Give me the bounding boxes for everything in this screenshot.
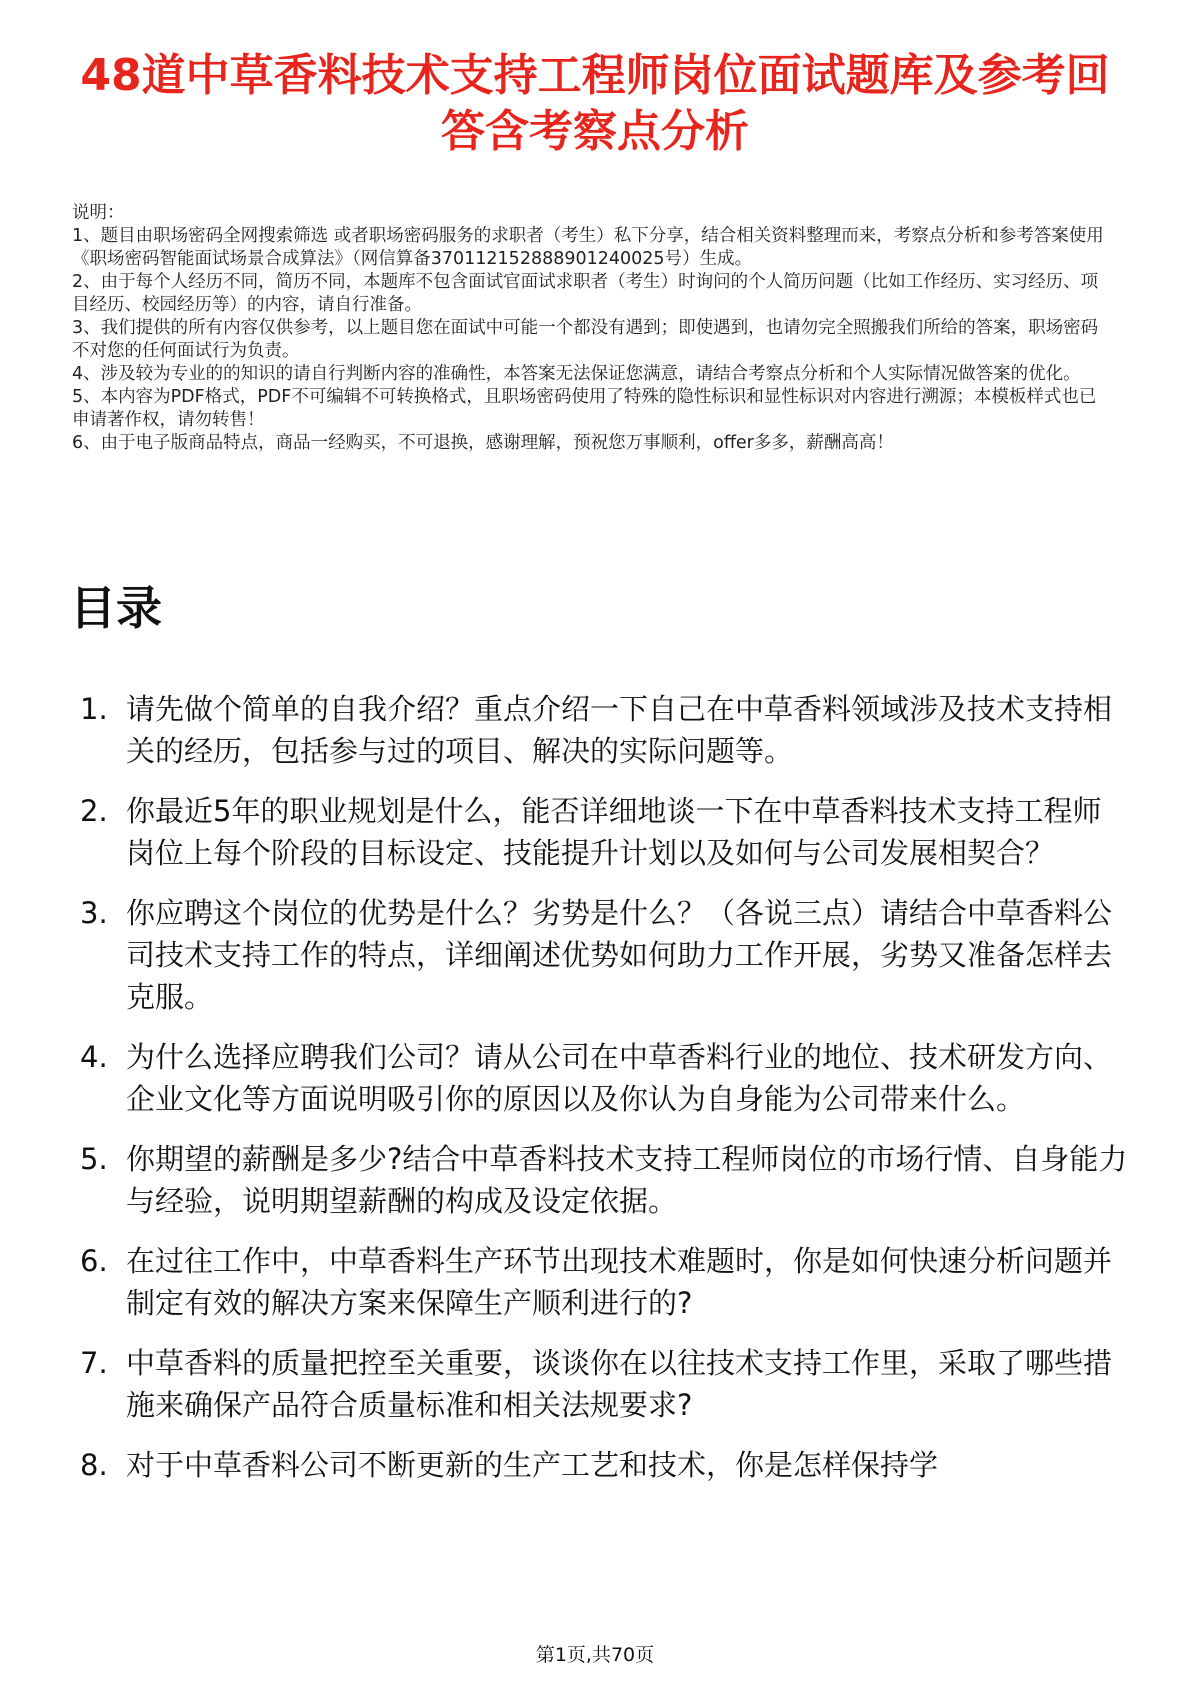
question-number: 7. [80,1346,108,1380]
note-item: 2、由于每个人经历不同，简历不同，本题库不包含面试官面试求职者（考生）时询问的个人简历问题（比如工作经历、实习经历、项目经历、校园经历等）的内容，请自行准备。 [72,272,1099,315]
note-item: 3、我们提供的所有内容仅供参考，以上题目您在面试中可能一个都没有遇到；即使遇到，也请勿完全照搬我们所给的答案，职场密码不对您的任何面试行为负责。 [72,318,1099,361]
note-item: 1、题目由职场密码全网搜索筛选 或者职场密码服务的求职者（考生）私下分享，结合相关资料整理而来，考察点分析和参考答案使用《职场密码智能面试场景合成算法》（网信算备370112152888901240025号）生成。 [72,226,1104,269]
question-item [80,1342,1130,1426]
question-item [80,892,1130,1018]
question-text: 你期望的薪酬是多少?结合中草香料技术支持工程师岗位的市场行情、自身能力与经验，说明期望薪酬的构成及设定依据。 [126,1142,1128,1218]
question-number: 5. [80,1142,108,1176]
question-item [80,1036,1130,1120]
document-title: 48道中草香料技术支持工程师岗位面试题库及参考回答含考察点分析 [80,50,1110,157]
note-item: 4、涉及较为专业的的知识的请自行判断内容的准确性，本答案无法保证您满意，请结合考察点分析和个人实际情况做答案的优化。 [72,364,1081,384]
question-number: 8. [80,1448,108,1482]
question-text: 在过往工作中，中草香料生产环节出现技术难题时，你是如何快速分析问题并制定有效的解决方案来保障生产顺利进行的? [126,1244,1113,1320]
question-number: 3. [80,896,108,930]
question-text: 对于中草香料公司不断更新的生产工艺和技术，你是怎样保持学 [126,1448,939,1482]
question-item [80,1444,1130,1486]
question-text: 为什么选择应聘我们公司？请从公司在中草香料行业的地位、技术研发方向、企业文化等方面说明吸引你的原因以及你认为自身能为公司带来什么。 [126,1040,1113,1116]
question-item [80,790,1130,874]
note-item: 6、由于电子版商品特点，商品一经购买，不可退换，感谢理解，预祝您万事顺利，offer多多，薪酬高高！ [72,433,894,453]
question-number: 1. [80,692,108,726]
question-text: 中草香料的质量把控至关重要，谈谈你在以往技术支持工作里，采取了哪些措施来确保产品符合质量标准和相关法规要求? [126,1346,1113,1422]
question-item [80,1240,1130,1324]
question-number: 2. [80,794,108,828]
question-number: 6. [80,1244,108,1278]
note-item: 5、本内容为PDF格式，PDF不可编辑不可转换格式，且职场密码使用了特殊的隐性标识和显性标识对内容进行溯源；本模板样式也已申请著作权，请勿转售！ [72,387,1097,430]
question-text: 请先做个简单的自我介绍？重点介绍一下自己在中草香料领域涉及技术支持相关的经历，包括参与过的项目、解决的实际问题等。 [126,692,1113,768]
disclaimer-notes [72,202,1112,455]
question-text: 你应聘这个岗位的优势是什么？劣势是什么？（各说三点）请结合中草香料公司技术支持工作的特点，详细阐述优势如何助力工作开展，劣势又准备怎样去克服。 [126,896,1113,1014]
notes-heading: 说明： [72,203,125,223]
page-footer: 第1页,共70页 [535,1644,655,1666]
question-item [80,1138,1130,1222]
question-number: 4. [80,1040,108,1074]
question-list [80,688,1130,1504]
toc-heading: 目录 [70,581,162,635]
question-item [80,688,1130,772]
question-text: 你最近5年的职业规划是什么，能否详细地谈一下在中草香料技术支持工程师岗位上每个阶段的目标设定、技能提升计划以及如何与公司发展相契合？ [126,794,1102,870]
